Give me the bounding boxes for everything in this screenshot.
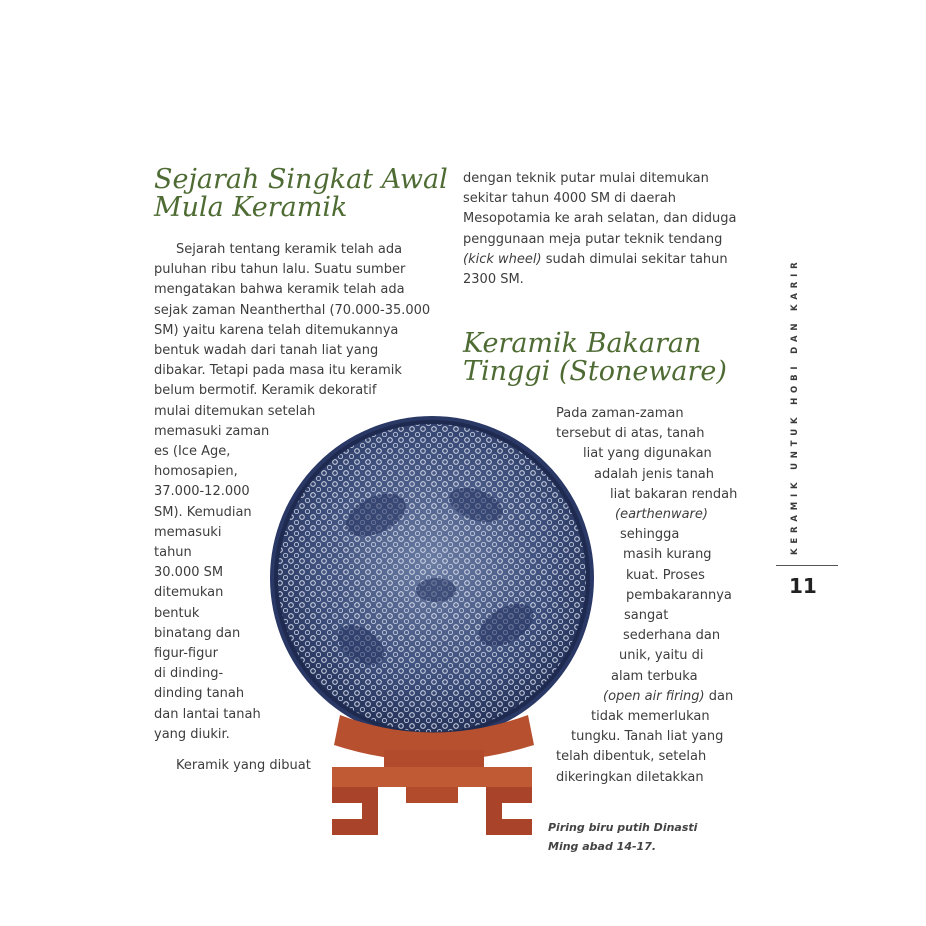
text-line: liat yang digunakan [583,446,712,462]
text-fragment: sudah dimulai sekitar tahun [541,251,728,267]
text-line: sehingga [620,527,680,543]
heading-stoneware [463,330,727,386]
heading-line: Tinggi (Stoneware) [463,356,727,387]
text-line: tungku. Tanah liat yang [571,729,724,745]
heading-line: Sejarah Singkat Awal [154,164,448,195]
text-line: belum bermotif. Keramik dekoratif [154,383,377,399]
text-line: puluhan ribu tahun lalu. Suatu sumber [154,262,406,278]
italic-term: (kick wheel) [463,251,542,267]
text-line: telah dibentuk, setelah [556,749,707,765]
text-line: bentuk wadah dari tanah liat yang [154,343,379,359]
heading-line: Mula Keramik [154,192,348,223]
text-line: dan lantai tanah [154,706,261,722]
image-caption [548,818,697,856]
page-number: 11 [789,574,817,598]
text-line: ditemukan [154,585,224,601]
text-line: unik, yaitu di [619,648,704,664]
text-line: es (Ice Age, [154,444,231,460]
caption-line: Ming abad 14-17. [548,840,657,853]
text-line: tidak memerlukan [591,709,710,725]
text-line: Mesopotamia ke arah selatan, dan diduga [463,211,737,227]
text-line: homosapien, [154,464,238,480]
caption-line: Piring biru putih Dinasti [548,821,698,834]
text-line: sangat [624,608,669,624]
text-line: 37.000-12.000 [154,484,250,500]
text-line-mixed [463,250,737,270]
right-column-text [0,404,780,788]
text-line: kuat. Proses [626,567,705,583]
chapter-side-tab [784,257,814,555]
text-line: yang diukir. [154,726,230,742]
text-line: Keramik yang dibuat [176,758,311,773]
text-line: mengatakan bahwa keramik telah ada [154,282,405,298]
text-line: 2300 SM. [463,272,524,288]
text-line: memasuki zaman [154,423,270,439]
text-line: mulai ditemukan setelah [154,403,316,419]
text-line: masih kurang [623,547,712,563]
text-line: adalah jenis tanah [594,466,715,482]
text-line: memasuki [154,524,222,540]
right-column-top-text [463,169,737,290]
text-line: sekitar tahun 4000 SM di daerah [463,191,676,207]
divider-rule [776,565,838,566]
text-line: Pada zaman-zaman [556,406,684,421]
text-line: SM). Kemudian [154,504,252,520]
text-line: di dinding- [154,666,224,682]
text-line: tersebut di atas, tanah [556,426,705,442]
text-line: (earthenware) [615,507,708,523]
text-line: tahun [154,545,192,561]
text-line: dikeringkan diletakkan [556,769,704,785]
text-line: SM) yaitu karena telah ditemukannya [154,322,399,338]
text-line: dengan teknik putar mulai ditemukan [463,171,709,186]
text-line: sederhana dan [623,628,721,644]
text-line: pembakarannya [626,587,732,603]
text-line: 30.000 SM [154,565,224,581]
text-line: binatang dan [154,625,241,641]
text-line: liat bakaran rendah [610,486,738,502]
heading-sejarah [154,166,448,222]
text-line: dibakar. Tetapi pada masa itu keramik [154,363,402,379]
text-line: alam terbuka [611,668,698,684]
text-line: Sejarah tentang keramik telah ada [176,242,403,257]
text-line: figur-figur [154,646,218,662]
text-line: bentuk [154,605,200,621]
text-line: penggunaan meja putar teknik tendang [463,231,723,247]
side-tab-label: KERAMIK UNTUK HOBI DAN KARIR [790,257,800,555]
text-line: dinding tanah [154,686,245,702]
heading-line: Keramik Bakaran [463,328,702,359]
text-line: sejak zaman Neantherthal (70.000-35.000 [154,302,431,318]
text-line: (open air firing) dan [603,688,734,704]
